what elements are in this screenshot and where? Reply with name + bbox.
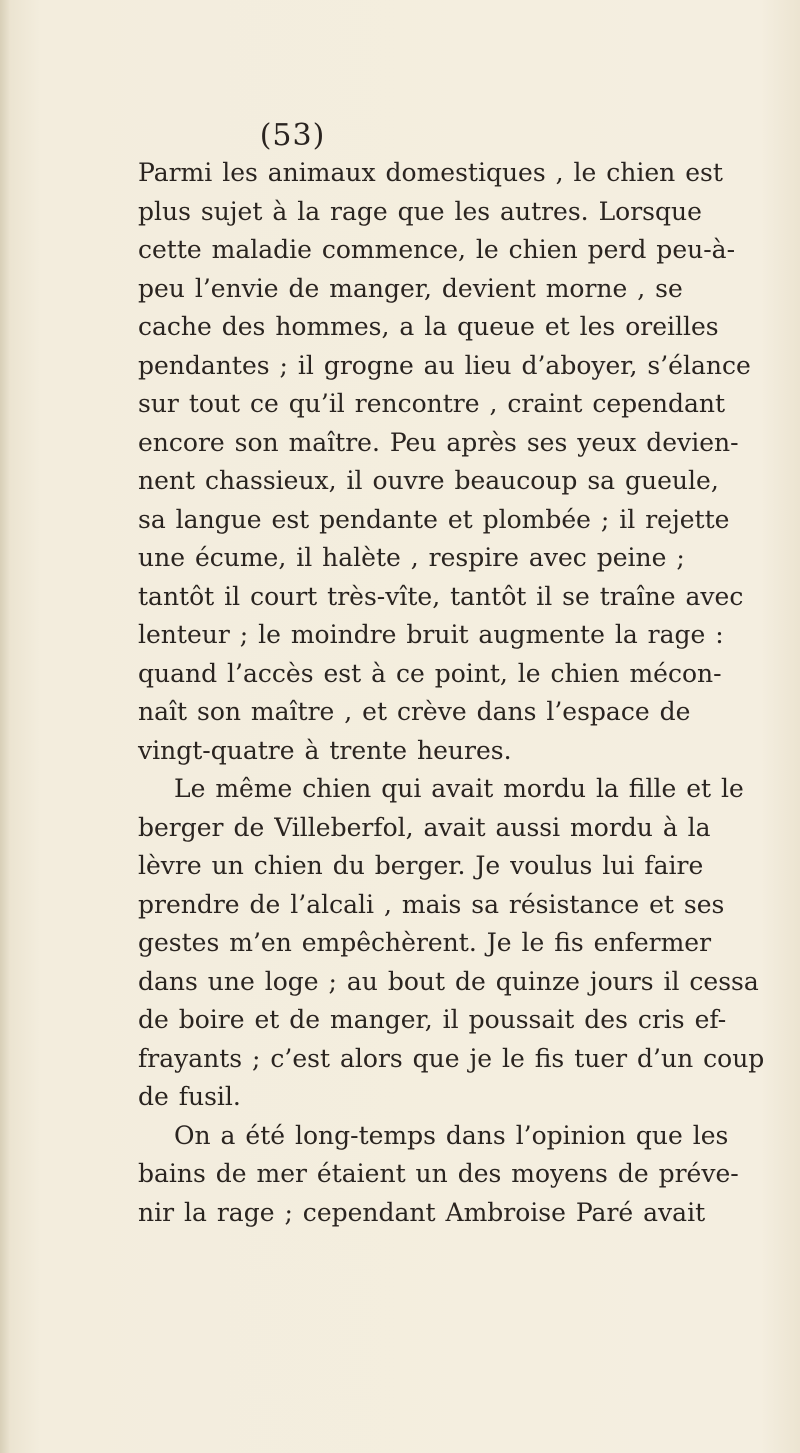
text-line: Parmi les animaux domestiques , le chien est (138, 158, 723, 187)
text-line: sur tout ce qu’il rencontre , craint cependant (138, 389, 726, 418)
text-line: nent chassieux, il ouvre beaucoup sa gueule, (138, 466, 719, 495)
text-line: gestes m’en empêchèrent. Je le fis enfermer (138, 928, 712, 957)
text-line: tantôt il court très-vîte, tantôt il se traîne avec (138, 581, 744, 611)
text-line: cache des hommes, a la queue et les oreilles (138, 312, 719, 341)
text-line: dans une loge ; au bout de quinze jours il cessa (138, 966, 759, 996)
text-line: plus sujet à la rage que les autres. Lorsque (138, 196, 702, 226)
text-line: naît son maître , et crève dans l’espace de (138, 697, 691, 726)
text-line: pendantes ; il grogne au lieu d’aboyer, s’élance (138, 350, 751, 380)
text-line: sa langue est pendante et plombée ; il rejette (138, 504, 730, 534)
text-line: quand l’accès est à ce point, le chien mécon- (138, 658, 722, 688)
page-binding-edge (0, 0, 10, 1453)
text-line: lèvre un chien du berger. Je voulus lui faire (138, 851, 704, 880)
text-line: une écume, il halète , respire avec peine ; (138, 543, 685, 572)
text-line: encore son maître. Peu après ses yeux devien- (138, 427, 739, 457)
text-line: prendre de l’alcali , mais sa résistance et ses (138, 889, 725, 919)
text-line: cette maladie commence, le chien perd peu-à- (138, 235, 736, 264)
text-line: berger de Villeberfol, avait aussi mordu à la (138, 812, 711, 842)
body-text (138, 154, 765, 1232)
text-line: lenteur ; le moindre bruit augmente la rage : (138, 620, 724, 649)
text-line: de fusil. (138, 1082, 241, 1111)
paragraph-start-line: Le même chien qui avait mordu la fille et le (174, 774, 744, 803)
text-line: vingt-quatre à trente heures. (138, 735, 512, 765)
text-line: bains de mer étaient un des moyens de préve- (138, 1159, 739, 1188)
text-line: nir la rage ; cependant Ambroise Paré avait (138, 1197, 706, 1227)
text-line: peu l’envie de manger, devient morne , se (138, 273, 683, 303)
page-number: (53) (259, 118, 326, 153)
text-line: de boire et de manger, il poussait des cris ef- (138, 1005, 727, 1034)
text-line: frayants ; c’est alors que je le fis tuer d’un coup (138, 1043, 765, 1073)
paragraph-start-line: On a été long-temps dans l’opinion que les (174, 1120, 729, 1150)
